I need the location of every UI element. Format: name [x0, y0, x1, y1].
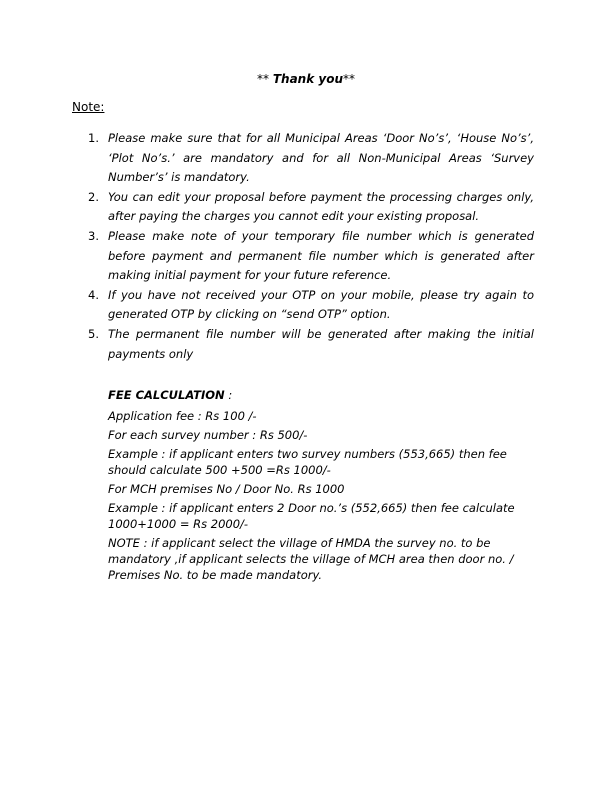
fee-line: For each survey number : Rs 500/-: [108, 428, 308, 442]
list-item-number: 5.: [88, 326, 99, 341]
page-title: [0, 72, 612, 86]
list-item-text: Please make sure that for all Municipal Areas ‘Door No’s’, ‘House No’s’, ‘Plot No’s.’ are mandatory and for all Non-Municipal Areas ‘Survey Number’s’ is mandatory.: [108, 131, 534, 185]
list-item: [88, 129, 534, 188]
fee-line: For MCH premises No / Door No. Rs 1000: [108, 482, 345, 496]
note-label: Note:: [72, 100, 105, 114]
list-item-number: 1.: [88, 131, 99, 145]
fee-line: NOTE : if applicant select the village of HMDA the survey no. to be mandatory ,if applicant selects the village of MCH area then door no. / Premises No. to be made mandatory.: [108, 536, 514, 582]
list-item: [88, 325, 534, 364]
list-item-number: 4.: [88, 287, 99, 302]
fee-line: Application fee : Rs 100 /-: [108, 409, 257, 423]
title-main: Thank you: [272, 72, 343, 86]
fee-line: Example : if applicant enters 2 Door no.’s (552,665) then fee calculate 1000+1000 = Rs 2000/-: [108, 501, 515, 531]
list-item-text: If you have not received your OTP on your mobile, please try again to generated OTP by clicking on “send OTP” option.: [108, 287, 534, 322]
fee-line: Example : if applicant enters two survey numbers (553,665) then fee should calculate 500 +500 =Rs 1000/-: [108, 447, 507, 477]
list-item-text: You can edit your proposal before payment the processing charges only, after paying the charges you cannot edit your existing proposal.: [108, 189, 534, 224]
fee-heading-colon: :: [224, 388, 233, 402]
list-item-number: 3.: [88, 228, 99, 243]
list-item: [88, 188, 534, 227]
list-item-number: 2.: [88, 189, 99, 204]
list-item-text: The permanent file number will be generated after making the initial payments only: [108, 326, 534, 361]
notes-list: [88, 129, 534, 364]
fee-heading-label: FEE CALCULATION: [108, 388, 225, 402]
title-prefix: **: [257, 72, 273, 86]
list-item: [88, 227, 534, 286]
list-item-text: Please make note of your temporary file number which is generated before payment and permanent file number which is generated after making initial payment for your future reference.: [108, 228, 534, 283]
fee-heading: [108, 386, 548, 404]
list-item: [88, 286, 534, 325]
fee-calculation-section: [108, 386, 548, 586]
title-suffix: **: [342, 72, 355, 86]
